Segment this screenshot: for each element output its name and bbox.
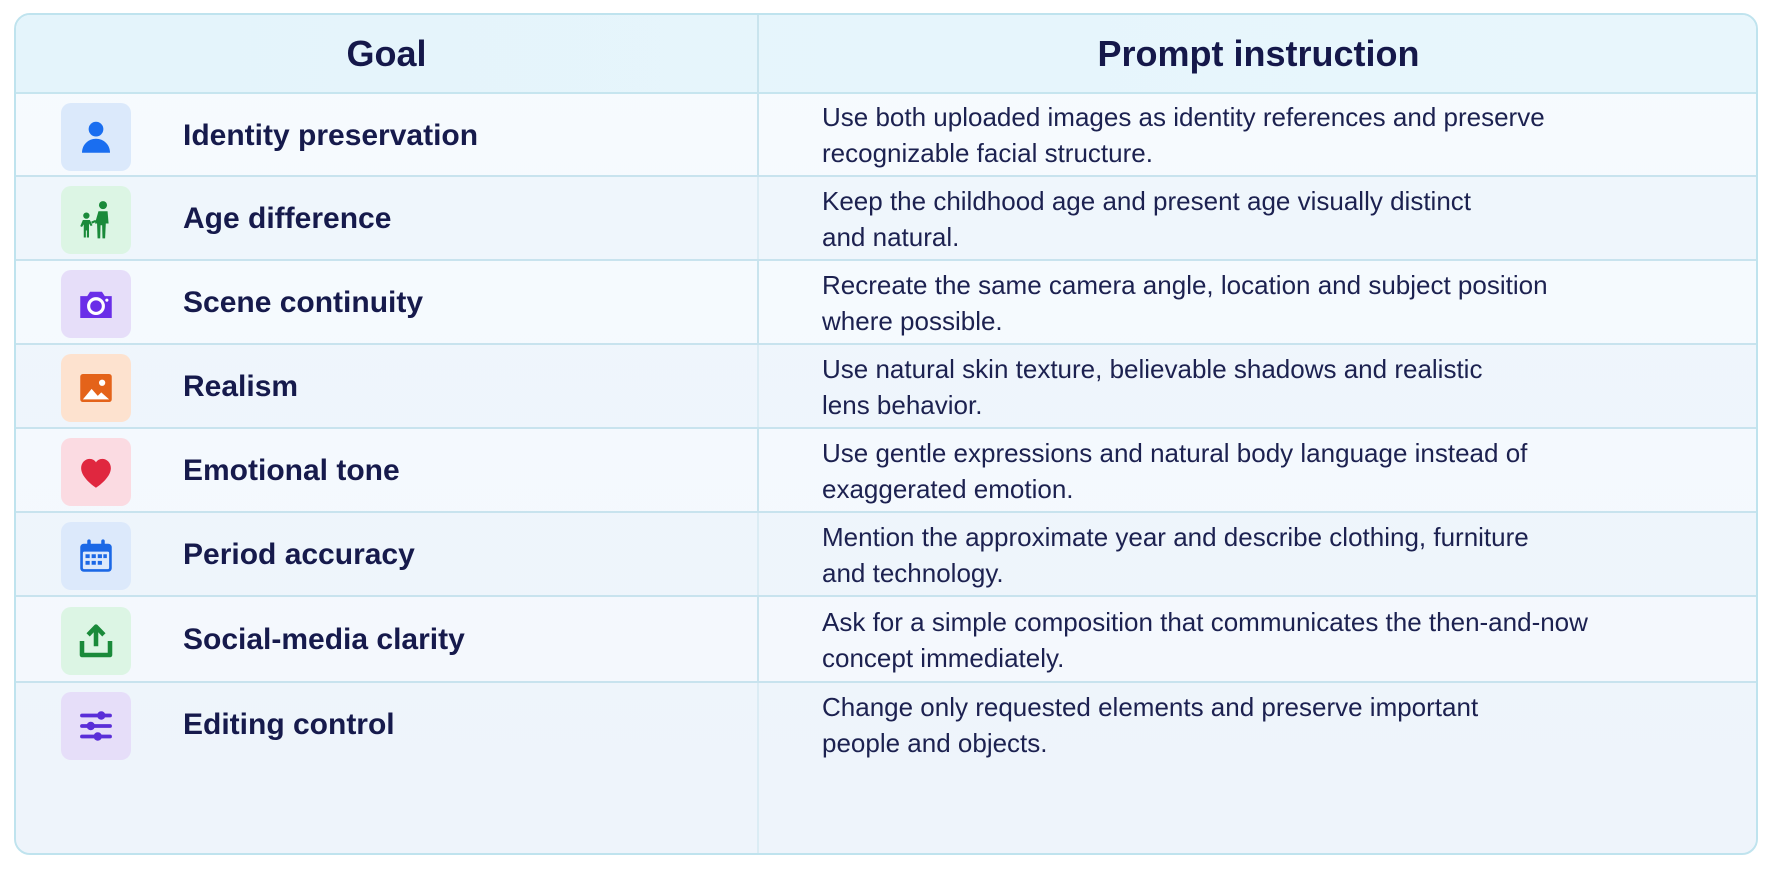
goal-label: Identity preservation: [183, 119, 479, 152]
prompt-instruction: [822, 519, 1722, 591]
goal-label: Editing control: [183, 708, 395, 741]
table-row: [16, 177, 1756, 261]
goal-label: Scene continuity: [183, 286, 424, 319]
instruction-line: exaggerated emotion.: [822, 474, 1074, 504]
table-row: [16, 513, 1756, 597]
goal-label: Realism: [183, 370, 299, 403]
goal-label: Age difference: [183, 202, 392, 235]
goal-column-header: Goal: [346, 32, 427, 74]
goal-label: Period accuracy: [183, 538, 415, 571]
instruction-line: Use both uploaded images as identity references and preserve: [822, 102, 1545, 132]
table-row: [16, 94, 1756, 177]
instruction-line: and natural.: [822, 222, 960, 252]
image-icon: [61, 354, 131, 422]
table-row: [16, 597, 1756, 683]
share-upload-icon: [61, 607, 131, 675]
instruction-line: Change only requested elements and preserve important: [822, 692, 1479, 722]
instruction-line: Use natural skin texture, believable shadows and realistic: [822, 354, 1483, 384]
instruction-line: and technology.: [822, 558, 1004, 588]
instruction-line: people and objects.: [822, 728, 1048, 758]
prompt-column-header: Prompt instruction: [1097, 32, 1420, 74]
instruction-line: concept immediately.: [822, 643, 1065, 673]
person-icon: [61, 103, 131, 171]
heart-icon: [61, 438, 131, 506]
instruction-line: Use gentle expressions and natural body language instead of: [822, 438, 1528, 468]
parent-child-icon: [61, 186, 131, 254]
goal-label: Emotional tone: [183, 454, 400, 487]
prompt-instruction: [822, 604, 1722, 676]
instruction-line: Recreate the same camera angle, location and subject position: [822, 270, 1548, 300]
prompt-instruction: [822, 183, 1722, 255]
calendar-icon: [61, 522, 131, 590]
prompt-instruction: [822, 351, 1722, 423]
instruction-line: recognizable facial structure.: [822, 138, 1153, 168]
instruction-line: Ask for a simple composition that communicates the then-and-now: [822, 607, 1588, 637]
goal-label: Social-media clarity: [183, 623, 465, 656]
instruction-line: Mention the approximate year and describe clothing, furniture: [822, 522, 1529, 552]
table-row: [16, 261, 1756, 345]
instruction-line: lens behavior.: [822, 390, 983, 420]
goals-table: [14, 13, 1758, 855]
table-row: [16, 683, 1756, 855]
sliders-icon: [61, 692, 131, 760]
prompt-instruction: [822, 99, 1722, 171]
instruction-line: Keep the childhood age and present age visually distinct: [822, 186, 1471, 216]
prompt-instruction: [822, 435, 1722, 507]
prompt-instruction: [822, 689, 1722, 761]
table-row: [16, 429, 1756, 513]
table-header: [16, 15, 1756, 94]
camera-icon: [61, 270, 131, 338]
table-row: [16, 345, 1756, 429]
prompt-instruction: [822, 267, 1722, 339]
instruction-line: where possible.: [822, 306, 1003, 336]
